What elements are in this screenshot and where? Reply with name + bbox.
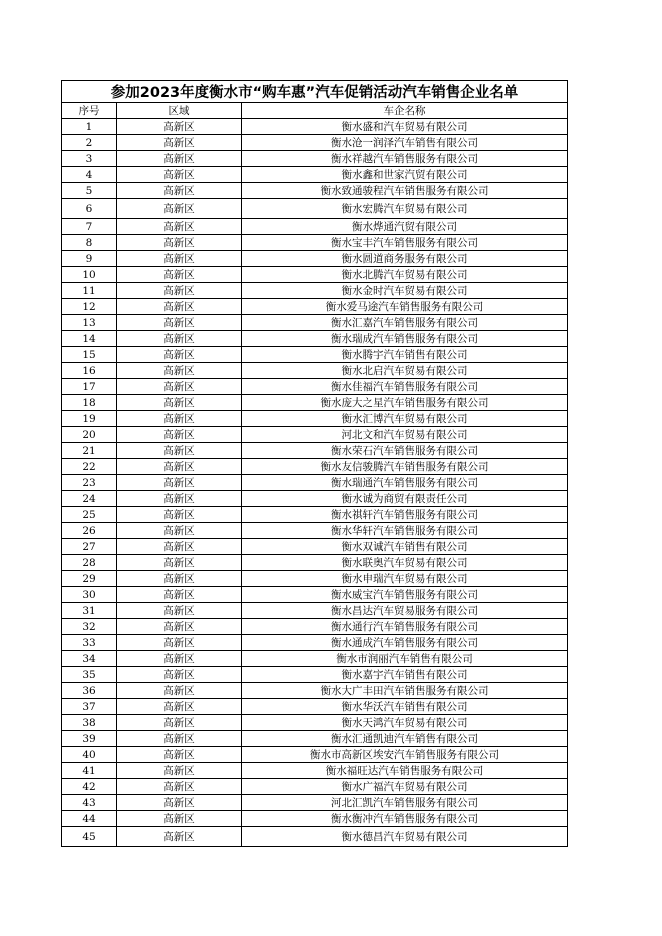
table-row (62, 539, 568, 555)
row-district: 高新区 (117, 635, 242, 651)
row-district: 高新区 (117, 135, 242, 151)
row-company: 衡水瑞成汽车销售服务有限公司 (242, 331, 568, 347)
row-index: 23 (62, 475, 117, 491)
table-row (62, 411, 568, 427)
row-company: 衡水通成汽车销售服务有限公司 (242, 635, 568, 651)
table-row (62, 587, 568, 603)
row-company: 衡水北启汽车贸易有限公司 (242, 363, 568, 379)
row-index: 45 (62, 827, 117, 847)
row-district: 高新区 (117, 219, 242, 235)
row-company: 衡水圆道商务服务有限公司 (242, 251, 568, 267)
row-index: 9 (62, 251, 117, 267)
table-row (62, 395, 568, 411)
table-row (62, 763, 568, 779)
row-company: 衡水华轩汽车销售服务有限公司 (242, 523, 568, 539)
row-district: 高新区 (117, 811, 242, 827)
table-row (62, 331, 568, 347)
table-row (62, 619, 568, 635)
row-company: 衡水天鸿汽车贸易有限公司 (242, 715, 568, 731)
table-row (62, 651, 568, 667)
row-company: 衡水汇博汽车贸易有限公司 (242, 411, 568, 427)
row-company: 衡水通行汽车销售服务有限公司 (242, 619, 568, 635)
row-index: 7 (62, 219, 117, 235)
row-index: 6 (62, 199, 117, 219)
row-district: 高新区 (117, 763, 242, 779)
row-district: 高新区 (117, 251, 242, 267)
row-company: 衡水盛和汽车贸易有限公司 (242, 119, 568, 135)
table-row (62, 827, 568, 847)
row-company: 衡水友信骏腾汽车销售服务有限公司 (242, 459, 568, 475)
row-company: 衡水德昌汽车贸易有限公司 (242, 827, 568, 847)
row-index: 12 (62, 299, 117, 315)
table-row (62, 571, 568, 587)
row-index: 36 (62, 683, 117, 699)
table-row (62, 603, 568, 619)
row-index: 33 (62, 635, 117, 651)
table-row (62, 315, 568, 331)
row-company: 河北汇凯汽车销售服务有限公司 (242, 795, 568, 811)
row-company: 衡水华沃汽车销售有限公司 (242, 699, 568, 715)
row-company: 衡水市润丽汽车销售有限公司 (242, 651, 568, 667)
table-row (62, 491, 568, 507)
row-district: 高新区 (117, 267, 242, 283)
row-index: 39 (62, 731, 117, 747)
row-district: 高新区 (117, 571, 242, 587)
row-index: 11 (62, 283, 117, 299)
row-district: 高新区 (117, 443, 242, 459)
table-row (62, 699, 568, 715)
row-index: 16 (62, 363, 117, 379)
row-district: 高新区 (117, 699, 242, 715)
table-row (62, 779, 568, 795)
row-company: 衡水宝丰汽车销售服务有限公司 (242, 235, 568, 251)
row-district: 高新区 (117, 459, 242, 475)
table-row (62, 167, 568, 183)
row-index: 30 (62, 587, 117, 603)
table-row (62, 299, 568, 315)
row-company: 衡水致通骏程汽车销售服务有限公司 (242, 183, 568, 199)
row-district: 高新区 (117, 119, 242, 135)
row-district: 高新区 (117, 475, 242, 491)
table-row (62, 811, 568, 827)
row-company: 衡水金时汽车贸易有限公司 (242, 283, 568, 299)
row-index: 10 (62, 267, 117, 283)
row-district: 高新区 (117, 199, 242, 219)
row-district: 高新区 (117, 315, 242, 331)
row-index: 27 (62, 539, 117, 555)
table-row (62, 443, 568, 459)
row-district: 高新区 (117, 523, 242, 539)
table-row (62, 683, 568, 699)
row-district: 高新区 (117, 299, 242, 315)
row-index: 8 (62, 235, 117, 251)
row-company: 衡水鑫和世家汽贸有限公司 (242, 167, 568, 183)
row-company: 衡水大广丰田汽车销售服务有限公司 (242, 683, 568, 699)
sheet-title: 参加2023年度衡水市“购车惠”汽车促销活动汽车销售企业名单 (62, 81, 568, 103)
row-index: 26 (62, 523, 117, 539)
table-row (62, 183, 568, 199)
row-company: 衡水威宝汽车销售服务有限公司 (242, 587, 568, 603)
row-company: 衡水沧一润泽汽车销售有限公司 (242, 135, 568, 151)
row-district: 高新区 (117, 651, 242, 667)
header-company: 车企名称 (242, 103, 568, 119)
row-index: 15 (62, 347, 117, 363)
row-district: 高新区 (117, 347, 242, 363)
row-company: 衡水嘉宇汽车销售有限公司 (242, 667, 568, 683)
row-index: 22 (62, 459, 117, 475)
row-district: 高新区 (117, 795, 242, 811)
row-index: 35 (62, 667, 117, 683)
row-index: 14 (62, 331, 117, 347)
table-row (62, 283, 568, 299)
row-district: 高新区 (117, 715, 242, 731)
row-index: 20 (62, 427, 117, 443)
row-index: 5 (62, 183, 117, 199)
table-row (62, 459, 568, 475)
table-row (62, 715, 568, 731)
table-row (62, 507, 568, 523)
row-index: 32 (62, 619, 117, 635)
table-row (62, 667, 568, 683)
header-district: 区域 (117, 103, 242, 119)
row-district: 高新区 (117, 331, 242, 347)
table-row (62, 135, 568, 151)
row-company: 衡水衡冲汽车销售服务有限公司 (242, 811, 568, 827)
table-row (62, 251, 568, 267)
row-company: 衡水荣石汽车销售服务有限公司 (242, 443, 568, 459)
table-row (62, 347, 568, 363)
row-district: 高新区 (117, 555, 242, 571)
table-row (62, 635, 568, 651)
row-index: 3 (62, 151, 117, 167)
row-district: 高新区 (117, 683, 242, 699)
row-index: 2 (62, 135, 117, 151)
row-index: 31 (62, 603, 117, 619)
table-row (62, 379, 568, 395)
table-row (62, 795, 568, 811)
company-table (61, 80, 568, 847)
row-company: 衡水申瑞汽车贸易有限公司 (242, 571, 568, 587)
row-district: 高新区 (117, 603, 242, 619)
row-index: 34 (62, 651, 117, 667)
row-company: 衡水北腾汽车贸易有限公司 (242, 267, 568, 283)
row-index: 17 (62, 379, 117, 395)
row-index: 25 (62, 507, 117, 523)
row-company: 衡水福旺达汽车销售服务有限公司 (242, 763, 568, 779)
table-row (62, 747, 568, 763)
row-district: 高新区 (117, 151, 242, 167)
row-district: 高新区 (117, 235, 242, 251)
row-district: 高新区 (117, 827, 242, 847)
row-index: 29 (62, 571, 117, 587)
row-company: 衡水祺轩汽车销售服务有限公司 (242, 507, 568, 523)
table-row (62, 119, 568, 135)
row-index: 4 (62, 167, 117, 183)
row-index: 42 (62, 779, 117, 795)
row-district: 高新区 (117, 779, 242, 795)
row-company: 衡水佳福汽车销售服务有限公司 (242, 379, 568, 395)
row-index: 44 (62, 811, 117, 827)
row-district: 高新区 (117, 731, 242, 747)
row-company: 河北文和汽车贸易有限公司 (242, 427, 568, 443)
row-index: 13 (62, 315, 117, 331)
row-district: 高新区 (117, 183, 242, 199)
row-district: 高新区 (117, 747, 242, 763)
row-company: 衡水宏腾汽车贸易有限公司 (242, 199, 568, 219)
row-company: 衡水市高新区埃安汽车销售服务有限公司 (242, 747, 568, 763)
header-index: 序号 (62, 103, 117, 119)
row-district: 高新区 (117, 667, 242, 683)
row-district: 高新区 (117, 491, 242, 507)
row-index: 21 (62, 443, 117, 459)
row-district: 高新区 (117, 411, 242, 427)
row-company: 衡水双诚汽车销售有限公司 (242, 539, 568, 555)
table-row (62, 235, 568, 251)
row-district: 高新区 (117, 395, 242, 411)
row-index: 40 (62, 747, 117, 763)
row-district: 高新区 (117, 427, 242, 443)
row-index: 41 (62, 763, 117, 779)
table-body (62, 119, 568, 847)
company-list-sheet (61, 80, 567, 847)
row-index: 19 (62, 411, 117, 427)
row-index: 38 (62, 715, 117, 731)
row-index: 28 (62, 555, 117, 571)
row-company: 衡水广福汽车贸易有限公司 (242, 779, 568, 795)
table-row (62, 427, 568, 443)
row-company: 衡水汇通凯迪汽车销售有限公司 (242, 731, 568, 747)
row-district: 高新区 (117, 363, 242, 379)
row-index: 1 (62, 119, 117, 135)
row-index: 43 (62, 795, 117, 811)
table-row (62, 363, 568, 379)
row-district: 高新区 (117, 283, 242, 299)
table-row (62, 731, 568, 747)
row-district: 高新区 (117, 619, 242, 635)
header-row (62, 103, 568, 119)
row-district: 高新区 (117, 167, 242, 183)
row-company: 衡水烨通汽贸有限公司 (242, 219, 568, 235)
row-district: 高新区 (117, 539, 242, 555)
row-company: 衡水汇嘉汽车销售服务有限公司 (242, 315, 568, 331)
row-index: 37 (62, 699, 117, 715)
row-company: 衡水瑞通汽车销售服务有限公司 (242, 475, 568, 491)
table-row (62, 219, 568, 235)
row-company: 衡水祥越汽车销售服务有限公司 (242, 151, 568, 167)
row-index: 24 (62, 491, 117, 507)
row-district: 高新区 (117, 507, 242, 523)
row-company: 衡水爱马途汽车销售服务有限公司 (242, 299, 568, 315)
row-district: 高新区 (117, 379, 242, 395)
table-row (62, 151, 568, 167)
row-company: 衡水庞大之星汽车销售服务有限公司 (242, 395, 568, 411)
row-company: 衡水昌达汽车贸易服务有限公司 (242, 603, 568, 619)
row-company: 衡水腾宇汽车销售有限公司 (242, 347, 568, 363)
row-index: 18 (62, 395, 117, 411)
table-row (62, 523, 568, 539)
table-row (62, 555, 568, 571)
row-company: 衡水联奥汽车贸易有限公司 (242, 555, 568, 571)
row-district: 高新区 (117, 587, 242, 603)
row-company: 衡水诚为商贸有限责任公司 (242, 491, 568, 507)
table-row (62, 267, 568, 283)
table-row (62, 199, 568, 219)
table-row (62, 475, 568, 491)
